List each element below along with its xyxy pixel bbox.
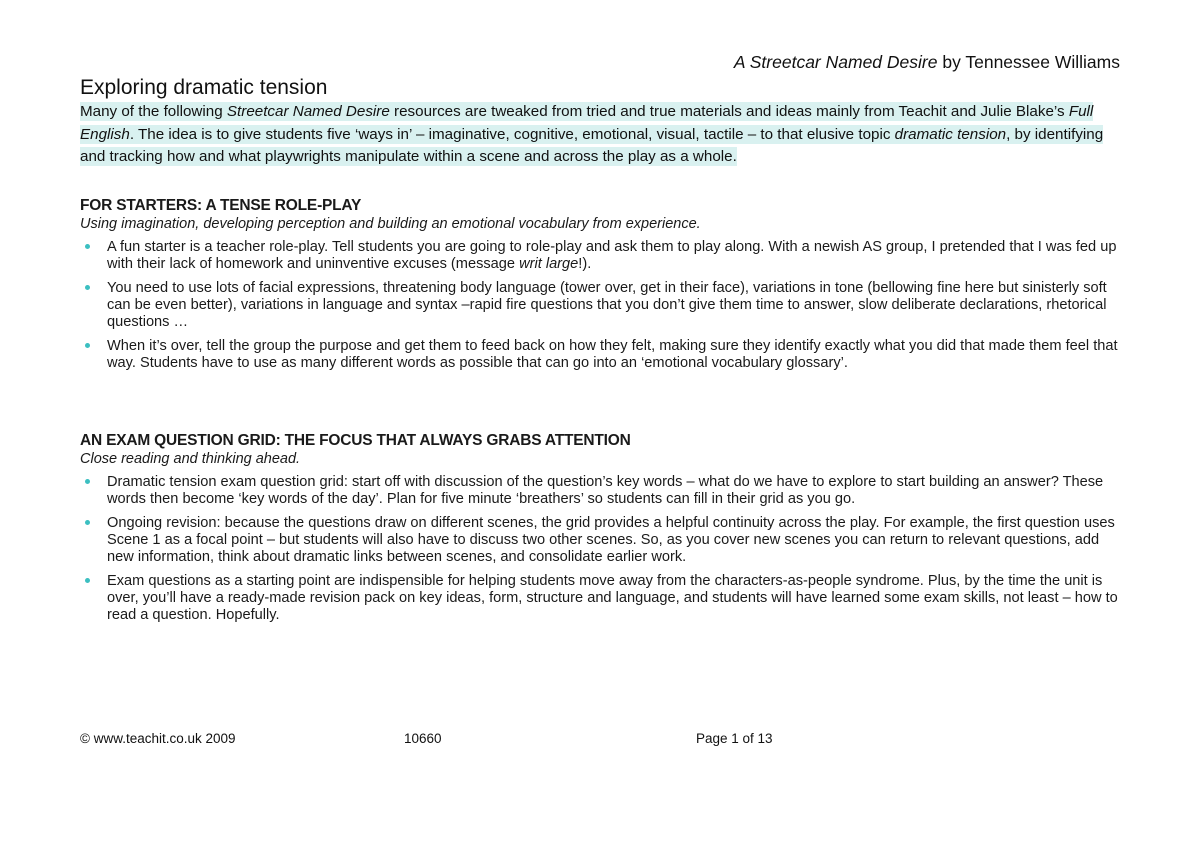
list-item-italic: writ large (519, 256, 579, 272)
footer-resource-code: 10660 (404, 731, 442, 746)
intro-text-3: . The idea is to give students five ‘ways in’ – imaginative, cognitive, emotional, visual, tactile – to that elusive topic (129, 125, 895, 143)
section-heading: AN EXAM QUESTION GRID: THE FOCUS THAT ALWAYS GRABS ATTENTION (80, 432, 631, 449)
section-heading: FOR STARTERS: A TENSE ROLE-PLAY (80, 197, 362, 214)
bullet-dot-icon (85, 343, 90, 348)
list-item-text: When it’s over, tell the group the purpose and get them to feed back on how they felt, making sure they identify exactly what you did that made them feel that way. Students have to use as many different words as possible that can go into an ‘emotional vocabulary glossary’. (107, 338, 1118, 371)
bullet-list (80, 474, 1120, 624)
running-header-author: by Tennessee Williams (937, 52, 1120, 72)
page-title: Exploring dramatic tension (80, 76, 328, 99)
section-subheading: Close reading and thinking ahead. (80, 451, 301, 467)
bullet-dot-icon (85, 578, 90, 583)
bullet-dot-icon (85, 479, 90, 484)
section-subheading: Using imagination, developing perception and building an emotional vocabulary from experience. (80, 216, 701, 232)
intro-highlight (80, 102, 1103, 166)
bullet-list (80, 239, 1120, 372)
intro-text-1: Many of the following (80, 103, 227, 120)
intro-text-2: resources are tweaked from tried and true materials and ideas mainly from Teachit and Julie Blake’s (389, 103, 1069, 120)
list-item-text: Ongoing revision: because the questions draw on different scenes, the grid provides a helpful continuity across the play. For example, the first question uses Scene 1 as a focal point – but students will also have to discuss two other scenes. So, as you cover new scenes you can return to relevant questions, add new information, think about dramatic links between scenes, and consolidate earlier work. (107, 515, 1115, 565)
list-item-text: A fun starter is a teacher role-play. Tell students you are going to role-play and ask them to play along. With a newish AS group, I pretended that I was fed up with their lack of homework and uninventive excuses (message (107, 239, 1117, 272)
footer-page-number: Page 1 of 13 (696, 731, 773, 746)
list-item (80, 338, 1120, 372)
section-exam-grid (80, 432, 1120, 631)
bullet-dot-icon (85, 244, 90, 249)
intro-italic-3: dramatic tension (894, 125, 1007, 143)
running-header (734, 52, 1120, 73)
bullet-dot-icon (85, 520, 90, 525)
footer-copyright: © www.teachit.co.uk 2009 (80, 731, 236, 746)
list-item (80, 573, 1120, 624)
list-item (80, 280, 1120, 331)
list-item (80, 239, 1120, 273)
list-item-text-end: !). (578, 256, 592, 272)
section-starters (80, 197, 1120, 379)
bullet-dot-icon (85, 285, 90, 290)
list-item (80, 474, 1120, 508)
intro-text-4: , by identifying and tracking how and what playwrights manipulate within a scene and across the play as a whole. (80, 125, 1104, 165)
intro-italic-1: Streetcar Named Desire (226, 103, 390, 120)
list-item-text: Dramatic tension exam question grid: start off with discussion of the question’s key words – what do we have to explore to start building an answer? These words then become ‘key words of the day’. Plan for five minute ‘breathers’ so students can fill in their grid as you go. (107, 474, 1104, 507)
list-item-text: Exam questions as a starting point are indispensible for helping students move away from the characters-as-people syndrome. Plus, by the time the unit is over, you’ll have a ready-made revision pack on key ideas, form, structure and language, and students will have learned some exam skills, not least – how to read a question. Hopefully. (107, 573, 1118, 623)
list-item-text: You need to use lots of facial expressions, threatening body language (tower over, get in their face), variations in tone (bellowing fine here but sinisterly soft can be even better), variations in language and syntax –rapid fire questions that you don’t give them time to answer, slow deliberate declarations, rhetorical questions … (107, 280, 1107, 330)
intro-paragraph (80, 101, 1130, 169)
list-item (80, 515, 1120, 566)
intro-italic-2: Full English (80, 103, 1094, 143)
running-header-play-title: A Streetcar Named Desire (733, 52, 938, 72)
